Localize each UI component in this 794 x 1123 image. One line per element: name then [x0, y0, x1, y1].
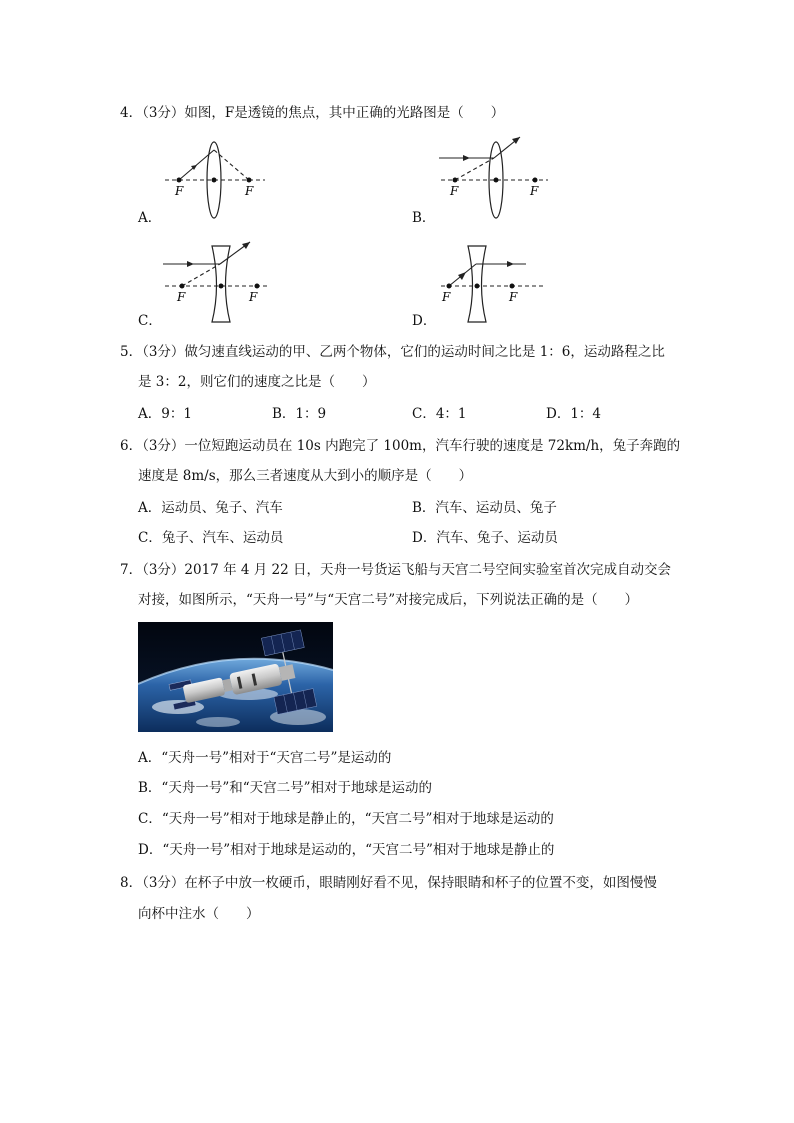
focus-label: F	[530, 184, 539, 198]
q4-option-a[interactable]: A．	[138, 210, 162, 226]
q5-option-b[interactable]: B．1：9	[272, 406, 327, 422]
q5-stem-line1: 5．（3分）做匀速直线运动的甲、乙两个物体，它们的运动时间之比是 1：6，运动路程之比	[120, 344, 665, 360]
q7-option-b[interactable]: B．“天舟一号”和“天宫二号”相对于地球是运动的	[138, 780, 433, 796]
q6-option-c[interactable]: C．兔子、汽车、运动员	[138, 530, 284, 546]
focus-label: F	[442, 290, 451, 304]
focus-label: F	[509, 290, 518, 304]
q4-figure-d	[436, 238, 548, 324]
focus-label: F	[245, 184, 254, 198]
q4-figure-a	[160, 138, 270, 220]
q6-option-b[interactable]: B．汽车、运动员、兔子	[412, 500, 557, 516]
q7-stem-line2: 对接，如图所示，“天舟一号”与“天宫二号”对接完成后，下列说法正确的是（ ）	[138, 592, 639, 608]
q7-option-a[interactable]: A．“天舟一号”相对于“天宫二号”是运动的	[138, 750, 392, 766]
q5-stem-line2: 是 3：2，则它们的速度之比是（ ）	[138, 374, 376, 390]
q4-figure-c	[160, 238, 272, 324]
q4-stem: 4．（3分）如图，F是透镜的焦点，其中正确的光路图是（ ）	[120, 105, 505, 121]
q5-option-a[interactable]: A．9：1	[138, 406, 192, 422]
q7-option-d[interactable]: D．“天舟一号”相对于地球是运动的，“天宫二号”相对于地球是静止的	[138, 842, 555, 858]
q4-option-b[interactable]: B．	[412, 210, 436, 226]
q5-option-d[interactable]: D．1：4	[546, 406, 602, 422]
q8-stem-line1: 8．（3分）在杯子中放一枚硬币，眼睛刚好看不见，保持眼睛和杯子的位置不变，如图慢慢	[120, 875, 657, 891]
q6-stem-line2: 速度是 8m/s，那么三者速度从大到小的顺序是（ ）	[138, 468, 473, 484]
q5-option-c[interactable]: C．4：1	[412, 406, 467, 422]
q8-stem-line2: 向杯中注水（ ）	[138, 906, 260, 922]
q7-option-c[interactable]: C．“天舟一号”相对于地球是静止的，“天宫二号”相对于地球是运动的	[138, 811, 554, 827]
focus-label: F	[177, 290, 186, 304]
q4-option-d[interactable]: D．	[412, 313, 437, 329]
q4-figure-b	[436, 134, 551, 220]
focus-label: F	[175, 184, 184, 198]
q7-stem-line1: 7．（3分）2017 年 4 月 22 日，天舟一号货运飞船与天宫二号空间实验室首次完成自动交会	[120, 562, 672, 578]
focus-label: F	[450, 184, 459, 198]
q6-option-d[interactable]: D．汽车、兔子、运动员	[412, 530, 558, 546]
q4-option-c[interactable]: C．	[138, 313, 162, 329]
focus-label: F	[249, 290, 258, 304]
q6-option-a[interactable]: A．运动员、兔子、汽车	[138, 500, 283, 516]
q6-stem-line1: 6．（3分）一位短跑运动员在 10s 内跑完了 100m，汽车行驶的速度是 72km/h，兔子奔跑的	[120, 438, 681, 454]
space-station-photo	[138, 622, 333, 732]
